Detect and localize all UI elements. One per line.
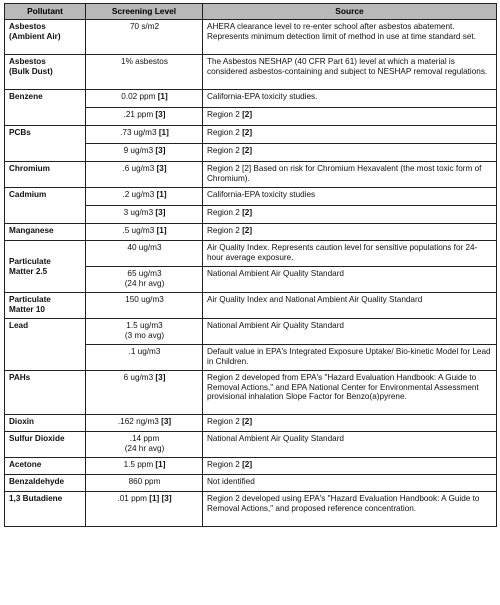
source-text: National Ambient Air Quality Standard bbox=[207, 321, 344, 330]
level-value: .5 ug/m3 bbox=[122, 226, 157, 235]
source-cell bbox=[203, 20, 497, 55]
screening-level-cell bbox=[86, 371, 203, 415]
pollutant-cell bbox=[5, 319, 86, 371]
pollutant-name: Particulate Matter 2.5 bbox=[9, 257, 51, 276]
screening-level-cell bbox=[86, 188, 203, 206]
source-cell bbox=[203, 475, 497, 492]
pollutant-cell bbox=[5, 371, 86, 415]
pollutant-name: Benzene bbox=[9, 92, 43, 101]
screening-level-cell bbox=[86, 206, 203, 224]
table-row bbox=[5, 188, 497, 206]
table-row bbox=[5, 432, 497, 458]
table-row bbox=[5, 126, 497, 144]
pollutant-name: Manganese bbox=[9, 226, 54, 235]
source-text: AHERA clearance level to re-enter school after asbestos abatement. Represents minimum detection limit of method in use at time standard set. bbox=[207, 22, 476, 41]
pollutant-name: PAHs bbox=[9, 373, 31, 382]
level-value: 1.5 ug/m3 (3 mo avg) bbox=[124, 321, 165, 340]
source-cell bbox=[203, 432, 497, 458]
table-row bbox=[5, 319, 497, 345]
source-text: Not identified bbox=[207, 477, 255, 486]
source-cell bbox=[203, 108, 497, 126]
level-value: .01 ppm bbox=[117, 494, 150, 503]
pollutant-cell bbox=[5, 432, 86, 458]
pollutant-cell bbox=[5, 224, 86, 241]
screening-level-cell bbox=[86, 293, 203, 319]
footnote-ref: [2] bbox=[242, 417, 253, 426]
pollutant-cell bbox=[5, 55, 86, 90]
footnote-ref: [2] bbox=[242, 110, 253, 119]
source-text: California-EPA toxicity studies. bbox=[207, 92, 318, 101]
source-text: Region 2 bbox=[207, 460, 243, 469]
level-value: .14 ppm (24 hr avg) bbox=[124, 434, 165, 453]
pollutant-name: Chromium bbox=[9, 164, 50, 173]
source-cell bbox=[203, 144, 497, 162]
footnote-ref: [3] bbox=[155, 373, 166, 382]
source-cell bbox=[203, 293, 497, 319]
footnote-ref: [2] bbox=[242, 460, 253, 469]
pollutant-name: Sulfur Dioxide bbox=[9, 434, 65, 443]
footnote-ref: [1] bbox=[156, 226, 167, 235]
footnote-ref: [3] bbox=[155, 208, 166, 217]
screening-level-cell bbox=[86, 319, 203, 345]
source-text: Region 2 bbox=[207, 110, 243, 119]
level-value: 70 s/m2 bbox=[129, 22, 160, 31]
footnote-ref: [2] bbox=[242, 128, 253, 137]
table-row bbox=[5, 241, 497, 267]
footnote-ref: [1] bbox=[158, 128, 169, 137]
table-body bbox=[5, 20, 497, 527]
header-screening-level: Screening Level bbox=[86, 4, 203, 20]
pollutant-cell bbox=[5, 475, 86, 492]
table-row bbox=[5, 371, 497, 415]
source-cell bbox=[203, 188, 497, 206]
screening-level-cell bbox=[86, 55, 203, 90]
source-cell bbox=[203, 126, 497, 144]
source-cell bbox=[203, 345, 497, 371]
pollutant-cell bbox=[5, 492, 86, 527]
pollutant-cell bbox=[5, 20, 86, 55]
source-text: Region 2 bbox=[207, 226, 243, 235]
pollutant-name: Asbestos (Bulk Dust) bbox=[9, 57, 53, 76]
level-value: 9 ug/m3 bbox=[123, 146, 156, 155]
footnote-ref: [2] bbox=[242, 208, 253, 217]
screening-level-cell bbox=[86, 415, 203, 432]
level-value: 1% asbestos bbox=[121, 57, 168, 66]
pollutant-name: Benzaldehyde bbox=[9, 477, 65, 486]
source-text: California-EPA toxicity studies bbox=[207, 190, 316, 199]
footnote-ref: [3] bbox=[155, 110, 166, 119]
pollutant-name: Dioxin bbox=[9, 417, 35, 426]
screening-level-cell bbox=[86, 108, 203, 126]
level-value: .73 ug/m3 bbox=[120, 128, 159, 137]
footnote-ref: [1] bbox=[155, 460, 166, 469]
source-text: Air Quality Index and National Ambient Air Quality Standard bbox=[207, 295, 423, 304]
header-pollutant: Pollutant bbox=[5, 4, 86, 20]
pollutant-cell bbox=[5, 458, 86, 475]
screening-level-cell bbox=[86, 492, 203, 527]
source-cell bbox=[203, 458, 497, 475]
table-row bbox=[5, 20, 497, 55]
source-text: Region 2 bbox=[207, 128, 243, 137]
level-value: 0.02 ppm bbox=[121, 92, 158, 101]
pollutant-cell bbox=[5, 241, 86, 293]
source-cell bbox=[203, 492, 497, 527]
source-cell bbox=[203, 90, 497, 108]
source-text: Default value in EPA's Integrated Exposure Uptake/ Bio-kinetic Model for Lead in Children. bbox=[207, 347, 491, 366]
level-value: .1 ug/m3 bbox=[128, 347, 161, 356]
source-text: National Ambient Air Quality Standard bbox=[207, 269, 344, 278]
source-cell bbox=[203, 415, 497, 432]
table-header bbox=[5, 4, 497, 20]
source-text: Region 2 bbox=[207, 417, 243, 426]
pollutant-name: PCBs bbox=[9, 128, 31, 137]
source-cell bbox=[203, 241, 497, 267]
pollutant-name: Cadmium bbox=[9, 190, 47, 199]
pollutant-name: Particulate Matter 10 bbox=[9, 295, 51, 314]
pollutant-cell bbox=[5, 126, 86, 162]
level-value: .2 ug/m3 bbox=[122, 190, 157, 199]
source-text: Region 2 bbox=[207, 208, 243, 217]
screening-level-cell bbox=[86, 90, 203, 108]
table-row bbox=[5, 224, 497, 241]
source-text: Region 2 bbox=[207, 146, 243, 155]
footnote-ref: [1] bbox=[156, 190, 167, 199]
pollutant-cell bbox=[5, 415, 86, 432]
screening-levels-table bbox=[4, 3, 497, 527]
source-text: National Ambient Air Quality Standard bbox=[207, 434, 344, 443]
level-value: 65 ug/m3 (24 hr avg) bbox=[124, 269, 165, 288]
level-value: 150 ug/m3 bbox=[125, 295, 164, 304]
screening-level-cell bbox=[86, 224, 203, 241]
source-cell bbox=[203, 371, 497, 415]
level-value: .162 ng/m3 bbox=[117, 417, 162, 426]
footnote-ref: [3] bbox=[155, 146, 166, 155]
source-text: Region 2 developed using EPA's "Hazard Evaluation Handbook: A Guide to Removal Actions," and proposed reference concentration. bbox=[207, 494, 480, 513]
table-row bbox=[5, 55, 497, 90]
table-row bbox=[5, 293, 497, 319]
pollutant-name: Lead bbox=[9, 321, 29, 330]
footnote-ref: [1] [3] bbox=[149, 494, 172, 503]
level-value: 3 ug/m3 bbox=[123, 208, 156, 217]
screening-level-cell bbox=[86, 20, 203, 55]
pollutant-name: Asbestos (Ambient Air) bbox=[9, 22, 61, 41]
screening-level-cell bbox=[86, 267, 203, 293]
footnote-ref: [1] bbox=[157, 92, 168, 101]
screening-level-cell bbox=[86, 345, 203, 371]
source-text: Region 2 developed from EPA's "Hazard Evaluation Handbook: A Guide to Removal Actions," and EPA National Center for Environmental Assessment provisional inhalation Slope Factor for Benzo(a)pyrene. bbox=[207, 373, 479, 402]
table-row bbox=[5, 90, 497, 108]
screening-level-cell bbox=[86, 126, 203, 144]
source-cell bbox=[203, 224, 497, 241]
level-value: .6 ug/m3 bbox=[122, 164, 157, 173]
pollutant-name: 1,3 Butadiene bbox=[9, 494, 63, 503]
screening-level-cell bbox=[86, 144, 203, 162]
screening-level-cell bbox=[86, 432, 203, 458]
source-cell bbox=[203, 162, 497, 188]
source-text: Region 2 [2] Based on risk for Chromium Hexavalent (the most toxic form of Chromium). bbox=[207, 164, 482, 183]
footnote-ref: [3] bbox=[161, 417, 172, 426]
level-value: 1.5 ppm bbox=[123, 460, 156, 469]
table-row bbox=[5, 458, 497, 475]
level-value: 40 ug/m3 bbox=[127, 243, 162, 252]
table-row bbox=[5, 475, 497, 492]
level-value: 6 ug/m3 bbox=[123, 373, 156, 382]
source-text: Air Quality Index. Represents caution level for sensitive populations for 24-hour average exposure. bbox=[207, 243, 478, 262]
footnote-ref: [3] bbox=[156, 164, 167, 173]
table-row bbox=[5, 415, 497, 432]
source-text: The Asbestos NESHAP (40 CFR Part 61) level at which a material is considered asbestos-containing and subject to NESHAP removal regulations. bbox=[207, 57, 488, 76]
level-value: .21 ppm bbox=[123, 110, 156, 119]
source-cell bbox=[203, 267, 497, 293]
footnote-ref: [2] bbox=[242, 226, 253, 235]
screening-level-cell bbox=[86, 458, 203, 475]
screening-level-cell bbox=[86, 241, 203, 267]
pollutant-cell bbox=[5, 293, 86, 319]
header-row bbox=[5, 4, 497, 20]
table-row bbox=[5, 162, 497, 188]
source-cell bbox=[203, 206, 497, 224]
source-cell bbox=[203, 55, 497, 90]
header-source: Source bbox=[203, 4, 497, 20]
pollutant-cell bbox=[5, 90, 86, 126]
pollutant-cell bbox=[5, 188, 86, 224]
source-cell bbox=[203, 319, 497, 345]
pollutant-name: Acetone bbox=[9, 460, 42, 469]
table-row bbox=[5, 492, 497, 527]
footnote-ref: [2] bbox=[242, 146, 253, 155]
screening-level-cell bbox=[86, 162, 203, 188]
level-value: 860 ppm bbox=[128, 477, 161, 486]
screening-level-cell bbox=[86, 475, 203, 492]
pollutant-cell bbox=[5, 162, 86, 188]
